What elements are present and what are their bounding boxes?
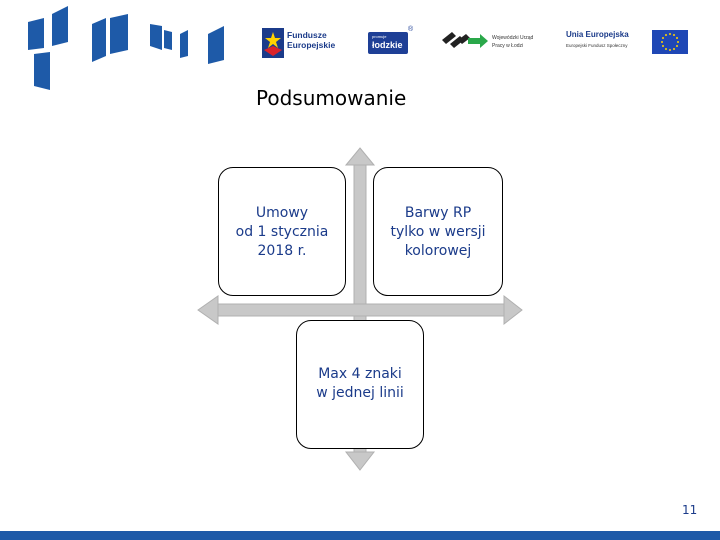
box-umowy [218, 167, 346, 296]
box-max-line2: w jednej linii [316, 385, 404, 401]
registered-icon: ® [408, 26, 414, 33]
wup-logo-line2: Pracy w Łodzi [492, 43, 524, 49]
wup-logo-line1: Wojewódzki Urząd [492, 35, 534, 41]
box-barwy [373, 167, 503, 296]
box-max-znaki [296, 320, 424, 449]
lodzkie-logo-text: łodzkie [372, 40, 403, 50]
box-umowy-line1: Umowy [255, 205, 309, 221]
ue-logo-subtitle: Europejski Fundusz Społeczny [566, 43, 628, 48]
fe-logo-line2: Europejskie [287, 40, 336, 50]
box-umowy-line2: od 1 stycznia [235, 224, 329, 240]
box-barwy-line3: kolorowej [404, 243, 472, 259]
page-title: Podsumowanie [256, 86, 407, 110]
box-umowy-line3: 2018 r. [257, 243, 307, 259]
bottom-bar [0, 531, 720, 540]
page-number: 11 [682, 503, 698, 517]
box-barwy-line1: Barwy RP [404, 205, 472, 221]
fe-logo-line1: Fundusze [287, 30, 327, 40]
box-barwy-line2: tylko w wersji [390, 224, 486, 240]
lodzkie-logo-small: promuje [372, 34, 387, 39]
box-max-line1: Max 4 znaki [318, 366, 402, 382]
ue-logo-title: Unia Europejska [566, 30, 629, 39]
